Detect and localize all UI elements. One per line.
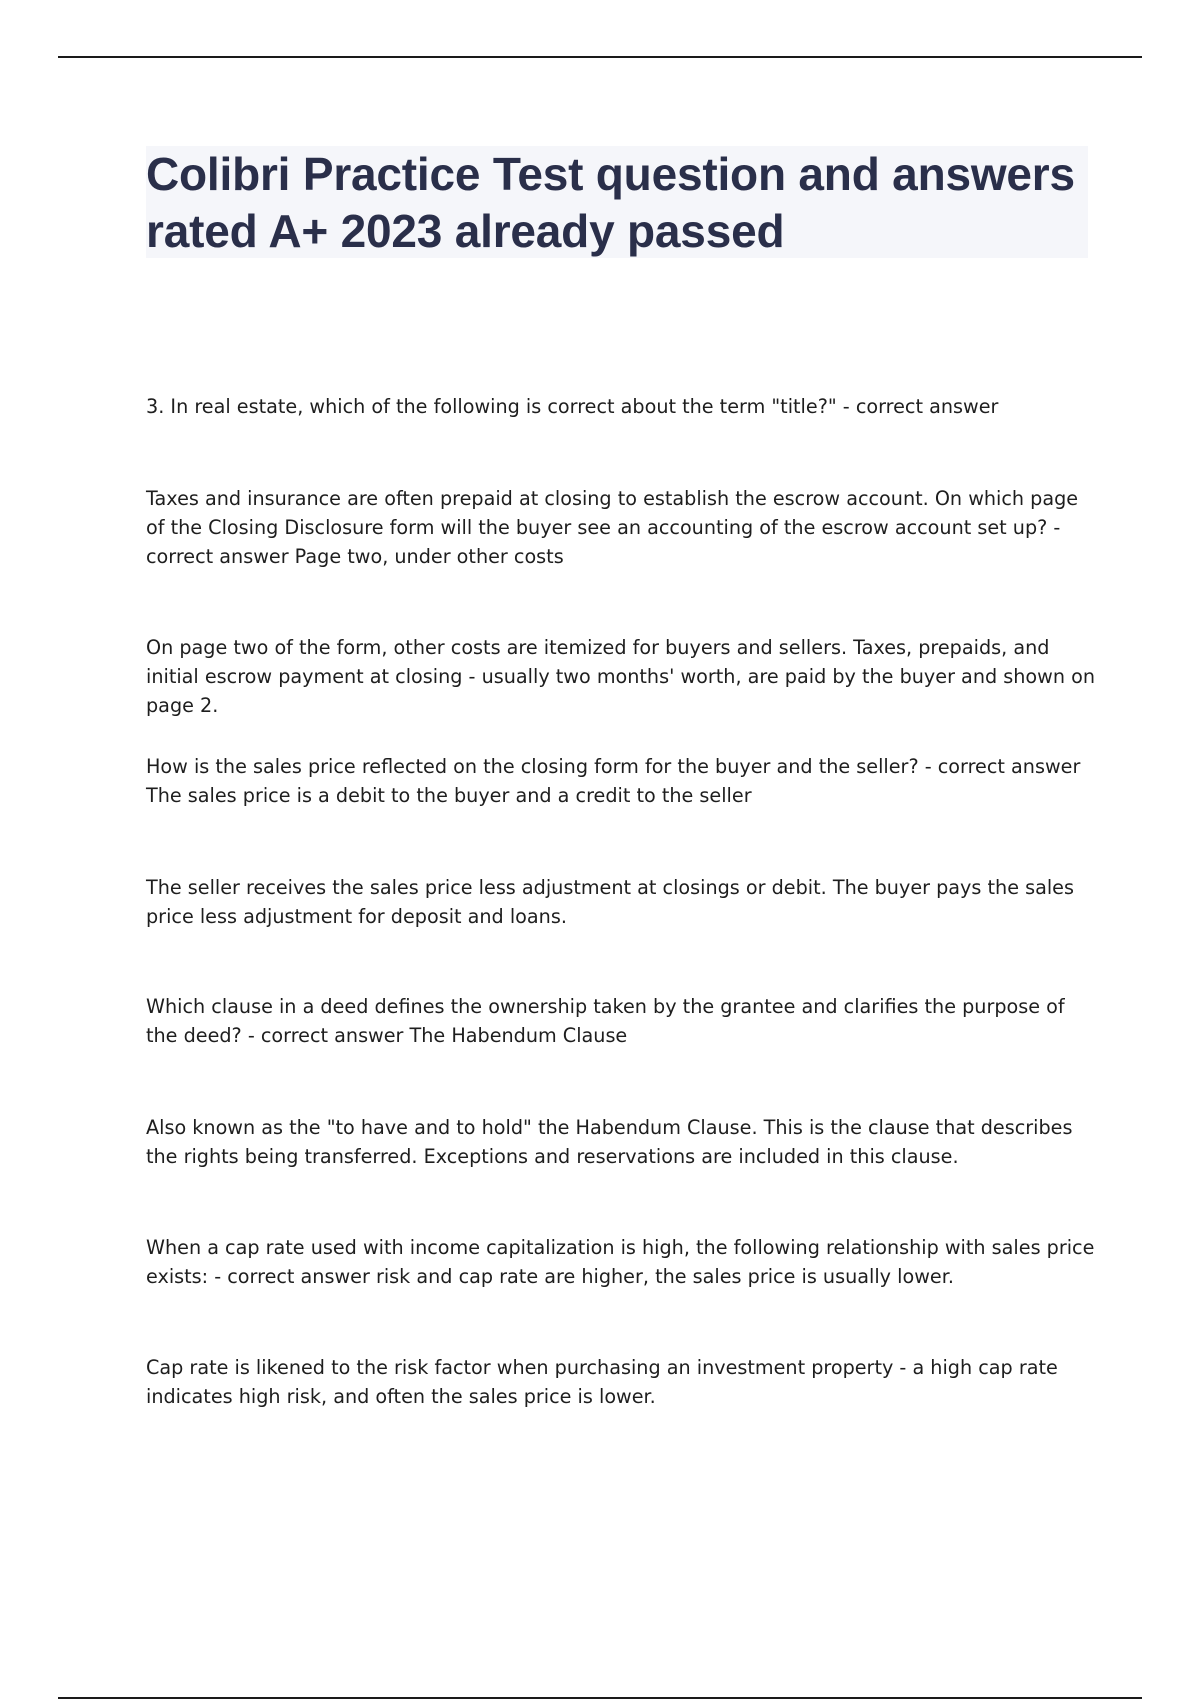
paragraph-9: Cap rate is likened to the risk factor when purchasing an investment property - a high cap rate indicates high risk, and often the sales price is lower. xyxy=(146,1356,1058,1408)
paragraph-8: When a cap rate used with income capitalization is high, the following relationship with sales price exists: - correct answer risk and cap rate are higher, the sales price is usually lower. xyxy=(146,1236,1095,1288)
paragraph-2: Taxes and insurance are often prepaid at closing to establish the escrow account. On which page of the Closing Disclosure form will the buyer see an accounting of the escrow account set up? - correct answer Page two, under other costs xyxy=(146,487,1079,568)
footer-rule xyxy=(58,1697,1142,1699)
paragraph-4: How is the sales price reflected on the closing form for the buyer and the seller? - correct answer The sales price is a debit to the buyer and a credit to the seller xyxy=(146,755,1081,807)
title-block xyxy=(146,146,1088,258)
document-title: Colibri Practice Test question and answers rated A+ 2023 already passed xyxy=(146,148,1075,257)
paragraph-1: 3. In real estate, which of the following is correct about the term "title?" - correct answer xyxy=(146,395,999,418)
paragraph-3: On page two of the form, other costs are itemized for buyers and sellers. Taxes, prepaids, and initial escrow payment at closing - usually two months' worth, are paid by the buyer and shown on page 2. xyxy=(146,636,1096,717)
paragraph-7: Also known as the "to have and to hold" the Habendum Clause. This is the clause that describes the rights being transferred. Exceptions and reservations are included in this clause. xyxy=(146,1116,1073,1168)
paragraph-5: The seller receives the sales price less adjustment at closings or debit. The buyer pays the sales price less adjustment for deposit and loans. xyxy=(146,876,1074,928)
paragraph-6: Which clause in a deed defines the ownership taken by the grantee and clarifies the purpose of the deed? - correct answer The Habendum Clause xyxy=(146,995,1065,1047)
header-rule xyxy=(58,56,1142,58)
